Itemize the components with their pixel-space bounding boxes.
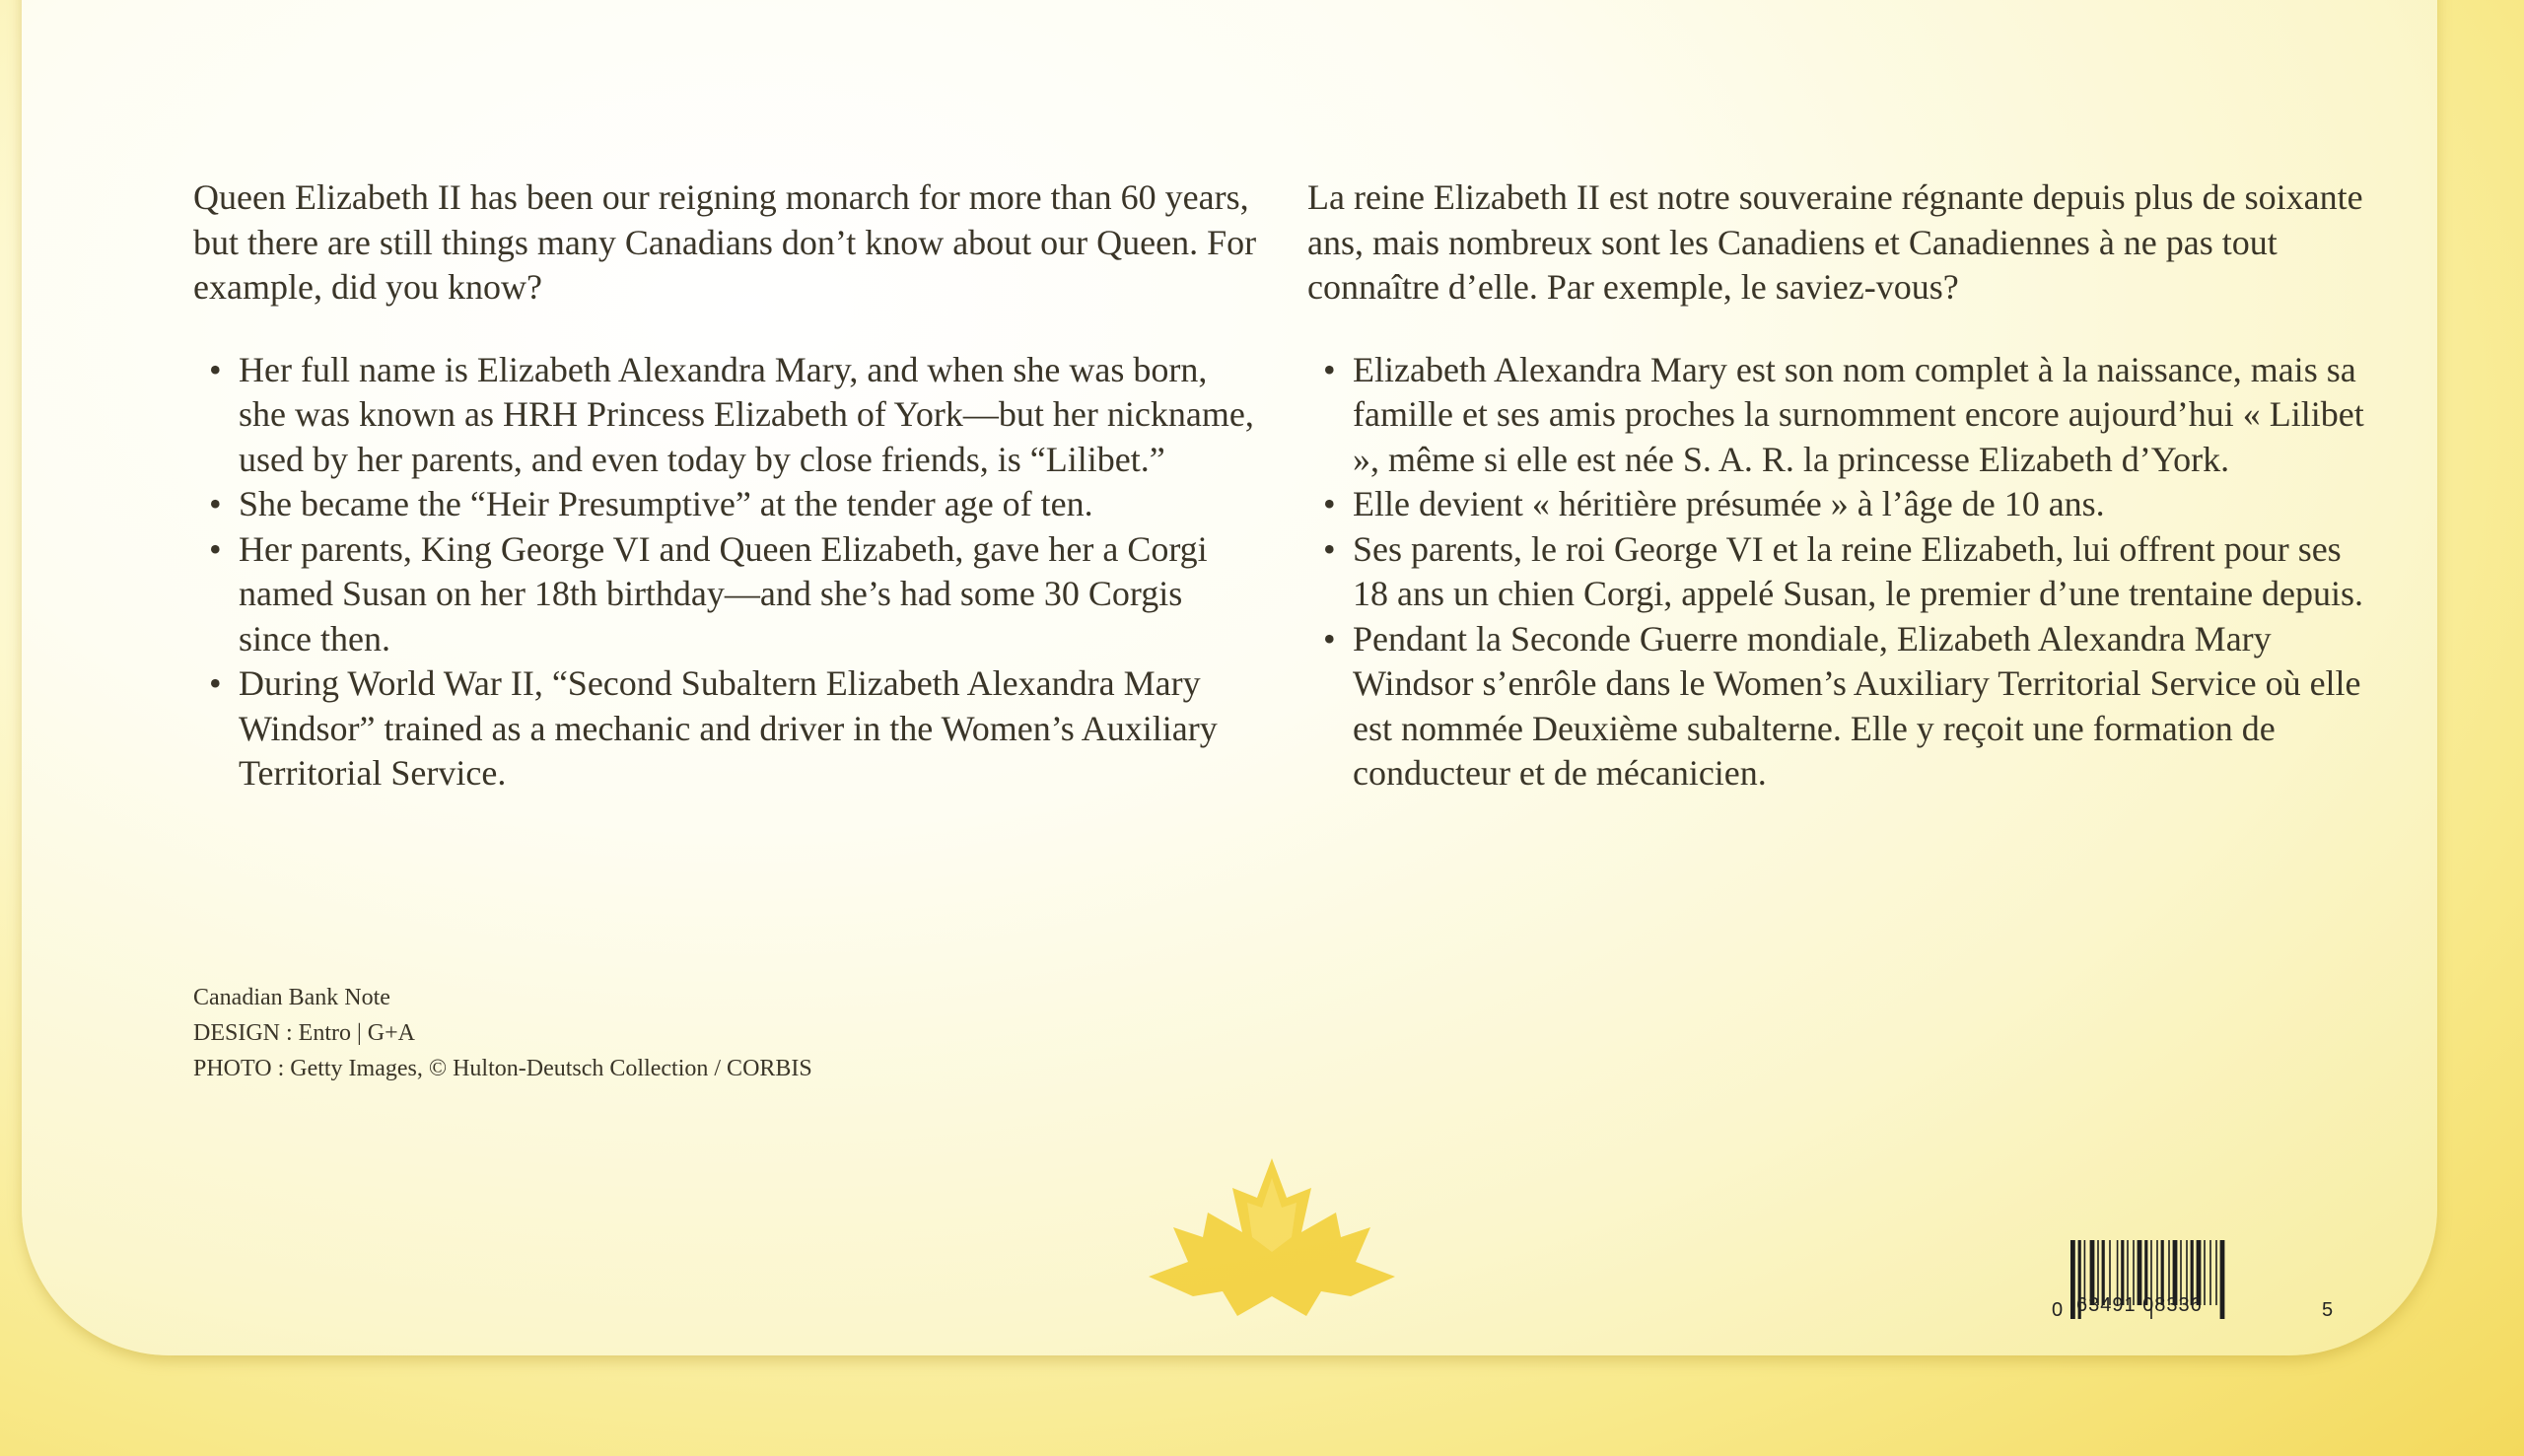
design-credit: DESIGN : Entro | G+A — [193, 1020, 415, 1046]
english-facts-list — [193, 348, 1258, 797]
french-fact-2: • Elle devient « héritière présumée » à l’âge de 10 ans. — [1307, 482, 2372, 527]
credits-block — [193, 980, 812, 1086]
french-facts-list — [1307, 348, 2372, 797]
barcode-lead-digit: 0 — [2052, 1299, 2064, 1321]
english-fact-1: • Her full name is Elizabeth Alexandra Mary, and when she was born, she was known as HRH Princess Elizabeth of York—but her nickname, used by her parents, and even today by close friends, is “Lilibet.” — [193, 348, 1258, 483]
english-column — [193, 175, 1258, 797]
barcode-check-digit: 5 — [2322, 1299, 2334, 1321]
english-fact-4: • During World War II, “Second Subaltern Elizabeth Alexandra Mary Windsor” trained as a mechanic and driver in the Women’s Auxiliary Territorial Service. — [193, 661, 1258, 797]
barcode-bar — [2215, 1240, 2217, 1305]
french-fact-1: • Elizabeth Alexandra Mary est son nom complet à la naissance, mais sa famille et ses amis proches la surnomment encore aujourd’hui « Lilibet », même si elle est née S. A. R. la princesse Elizabeth d’York. — [1307, 348, 2372, 483]
maple-leaf-icon — [1149, 1158, 1395, 1326]
photo-credit: PHOTO : Getty Images, © Hulton-Deutsch Collection / CORBIS — [193, 1056, 812, 1081]
english-intro: Queen Elizabeth II has been our reigning monarch for more than 60 years, but there are still things many Canadians don’t know about our Queen. For example, did you know? — [193, 177, 1257, 307]
french-fact-3: • Ses parents, le roi George VI et la reine Elizabeth, lui offrent pour ses 18 ans un chien Corgi, appelé Susan, le premier d’une trentaine depuis. — [1307, 527, 2372, 617]
barcode-bar — [2209, 1240, 2211, 1305]
barcode-graphic — [2049, 1240, 2345, 1331]
barcode-main-digits: 63491 08336 — [2076, 1294, 2203, 1316]
french-fact-4: • Pendant la Seconde Guerre mondiale, Elizabeth Alexandra Mary Windsor s’enrôle dans le Women’s Auxiliary Territorial Service où elle est nommée Deuxième subalterne. Elle y reçoit une formation de conducteur et de mécanicien. — [1307, 617, 2372, 797]
barcode-bar — [2070, 1240, 2075, 1319]
french-column — [1307, 175, 2372, 797]
french-intro: La reine Elizabeth II est notre souveraine régnante depuis plus de soixante ans, mais nombreux sont les Canadiens et Canadiennes à ne pas tout connaître d’elle. Par exemple, le saviez-vous? — [1307, 177, 2363, 307]
english-fact-3: • Her parents, King George VI and Queen Elizabeth, gave her a Corgi named Susan on her 18th birthday—and she’s had some 30 Corgis since then. — [193, 527, 1258, 662]
english-fact-2: • She became the “Heir Presumptive” at the tender age of ten. — [193, 482, 1258, 527]
barcode-bar — [2220, 1240, 2225, 1319]
barcode-bar — [2204, 1240, 2206, 1305]
printer-credit: Canadian Bank Note — [193, 985, 390, 1010]
